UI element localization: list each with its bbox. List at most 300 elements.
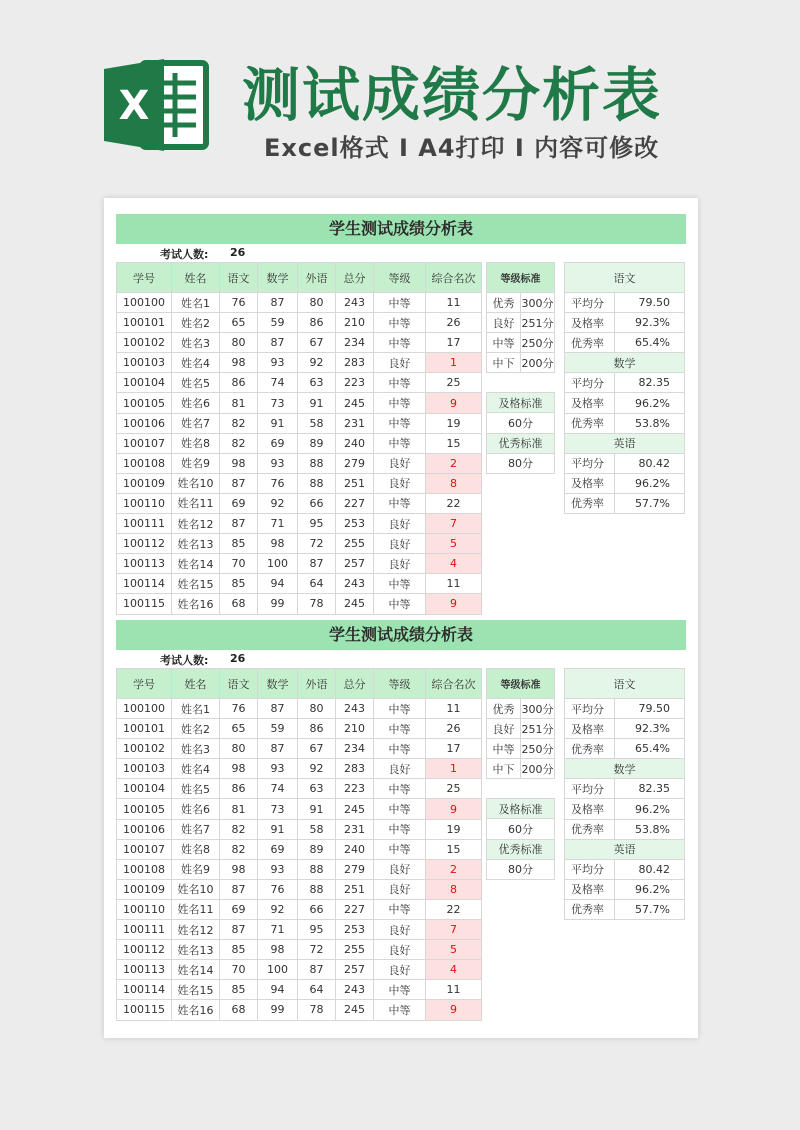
table-cell[interactable]: 姓名12	[172, 920, 220, 940]
table-cell[interactable]: 59	[258, 719, 298, 739]
stat-row	[565, 899, 685, 919]
table-cell[interactable]: 姓名1	[172, 293, 220, 313]
table-cell[interactable]: 良好	[374, 759, 426, 779]
table-cell[interactable]: 15	[426, 433, 482, 453]
stat-value[interactable]: 57.7%	[615, 493, 685, 513]
table-cell[interactable]: 中等	[374, 779, 426, 799]
stat-value[interactable]: 96.2%	[615, 799, 685, 819]
pass-standard-value[interactable]: 60分	[487, 819, 555, 839]
table-cell[interactable]: 中等	[374, 719, 426, 739]
table-cell[interactable]: 100111	[117, 514, 172, 534]
table-cell[interactable]: 73	[258, 799, 298, 819]
table-cell[interactable]: 91	[258, 413, 298, 433]
table-cell[interactable]: 良好	[374, 554, 426, 574]
table-cell[interactable]: 227	[336, 899, 374, 919]
table-cell[interactable]: 姓名4	[172, 759, 220, 779]
table-cell[interactable]: 231	[336, 413, 374, 433]
table-cell[interactable]: 良好	[374, 514, 426, 534]
column-header: 语文	[220, 263, 258, 293]
table-cell[interactable]: 100106	[117, 819, 172, 839]
table-cell[interactable]: 良好	[374, 453, 426, 473]
table-cell[interactable]: 98	[220, 859, 258, 879]
table-cell[interactable]: 95	[298, 514, 336, 534]
table-cell[interactable]: 71	[258, 514, 298, 534]
table-cell[interactable]: 245	[336, 1000, 374, 1020]
table-cell[interactable]: 68	[220, 1000, 258, 1020]
table-cell[interactable]: 姓名16	[172, 594, 220, 614]
table-cell[interactable]: 100100	[117, 699, 172, 719]
stat-row	[565, 879, 685, 899]
table-cell[interactable]: 姓名16	[172, 1000, 220, 1020]
table-cell[interactable]: 姓名10	[172, 879, 220, 899]
table-cell[interactable]: 86	[220, 373, 258, 393]
table-cell[interactable]: 93	[258, 859, 298, 879]
stat-label: 平均分	[565, 373, 615, 393]
table-cell[interactable]: 80	[298, 699, 336, 719]
table-cell[interactable]: 良好	[374, 473, 426, 493]
table-cell[interactable]: 210	[336, 313, 374, 333]
table-cell[interactable]: 中等	[374, 739, 426, 759]
table-cell[interactable]: 82	[220, 839, 258, 859]
table-cell[interactable]: 64	[298, 980, 336, 1000]
table-cell[interactable]: 姓名6	[172, 799, 220, 819]
table-cell[interactable]: 100113	[117, 960, 172, 980]
table-cell[interactable]: 98	[258, 940, 298, 960]
pass-standard-value[interactable]: 60分	[487, 413, 555, 433]
table-cell[interactable]: 100107	[117, 839, 172, 859]
table-cell[interactable]: 245	[336, 393, 374, 413]
table-cell[interactable]: 88	[298, 859, 336, 879]
table-cell[interactable]: 姓名8	[172, 839, 220, 859]
table-cell[interactable]: 91	[298, 799, 336, 819]
table-cell[interactable]: 中等	[374, 699, 426, 719]
table-cell[interactable]: 姓名9	[172, 859, 220, 879]
table-cell[interactable]: 中等	[374, 413, 426, 433]
stat-label: 平均分	[565, 779, 615, 799]
table-cell[interactable]: 94	[258, 574, 298, 594]
table-cell[interactable]: 100105	[117, 393, 172, 413]
table-cell[interactable]: 87	[258, 739, 298, 759]
table-cell[interactable]: 87	[258, 333, 298, 353]
table-cell[interactable]: 86	[298, 313, 336, 333]
table-cell[interactable]: 93	[258, 353, 298, 373]
table-cell[interactable]: 22	[426, 899, 482, 919]
table-cell[interactable]: 中等	[374, 899, 426, 919]
table-cell[interactable]: 7	[426, 514, 482, 534]
stat-value[interactable]: 96.2%	[615, 393, 685, 413]
table-cell[interactable]: 25	[426, 373, 482, 393]
table-cell[interactable]: 9	[426, 799, 482, 819]
table-cell[interactable]: 100109	[117, 879, 172, 899]
table-cell[interactable]: 姓名2	[172, 313, 220, 333]
table-cell[interactable]: 283	[336, 759, 374, 779]
grade-threshold[interactable]: 200分	[521, 353, 555, 373]
table-row	[117, 413, 482, 433]
stat-value[interactable]: 79.50	[615, 699, 685, 719]
table-cell[interactable]: 姓名14	[172, 554, 220, 574]
table-cell[interactable]: 223	[336, 779, 374, 799]
table-cell[interactable]: 279	[336, 453, 374, 473]
table-cell[interactable]: 良好	[374, 534, 426, 554]
table-cell[interactable]: 1	[426, 353, 482, 373]
stat-value[interactable]: 53.8%	[615, 413, 685, 433]
table-cell[interactable]: 223	[336, 373, 374, 393]
table-cell[interactable]: 89	[298, 433, 336, 453]
table-cell[interactable]: 66	[298, 899, 336, 919]
table-cell[interactable]: 100100	[117, 293, 172, 313]
stat-label: 平均分	[565, 453, 615, 473]
table-cell[interactable]: 70	[220, 960, 258, 980]
table-cell[interactable]: 姓名7	[172, 413, 220, 433]
table-cell[interactable]: 100102	[117, 739, 172, 759]
table-cell[interactable]: 94	[258, 980, 298, 1000]
stat-value[interactable]: 82.35	[615, 373, 685, 393]
table-cell[interactable]: 17	[426, 739, 482, 759]
table-cell[interactable]: 87	[220, 473, 258, 493]
table-cell[interactable]: 22	[426, 493, 482, 513]
table-cell[interactable]: 良好	[374, 920, 426, 940]
table-cell[interactable]: 85	[220, 574, 258, 594]
table-cell[interactable]: 26	[426, 719, 482, 739]
table-cell[interactable]: 姓名5	[172, 779, 220, 799]
table-cell[interactable]: 7	[426, 920, 482, 940]
table-cell[interactable]: 9	[426, 594, 482, 614]
table-cell[interactable]: 72	[298, 534, 336, 554]
table-cell[interactable]: 92	[258, 493, 298, 513]
table-cell[interactable]: 中等	[374, 433, 426, 453]
table-cell[interactable]: 88	[298, 473, 336, 493]
table-cell[interactable]: 1	[426, 759, 482, 779]
table-cell[interactable]: 255	[336, 940, 374, 960]
table-cell[interactable]: 姓名1	[172, 699, 220, 719]
table-cell[interactable]: 100108	[117, 453, 172, 473]
table-cell[interactable]: 87	[220, 514, 258, 534]
grade-threshold[interactable]: 300分	[521, 293, 555, 313]
table-cell[interactable]: 9	[426, 1000, 482, 1020]
excellent-standard-value[interactable]: 80分	[487, 859, 555, 879]
table-cell[interactable]: 中等	[374, 574, 426, 594]
table-cell[interactable]: 100106	[117, 413, 172, 433]
table-cell[interactable]: 17	[426, 333, 482, 353]
table-cell[interactable]: 240	[336, 433, 374, 453]
table-cell[interactable]: 245	[336, 594, 374, 614]
stat-value[interactable]: 82.35	[615, 779, 685, 799]
table-row	[117, 759, 482, 779]
grade-threshold[interactable]: 251分	[521, 313, 555, 333]
table-cell[interactable]: 19	[426, 413, 482, 433]
table-cell[interactable]: 74	[258, 779, 298, 799]
table-cell[interactable]: 100101	[117, 719, 172, 739]
table-cell[interactable]: 73	[258, 393, 298, 413]
table-cell[interactable]: 19	[426, 819, 482, 839]
table-cell[interactable]: 中等	[374, 373, 426, 393]
excel-logo-icon	[100, 55, 210, 155]
table-cell[interactable]: 100112	[117, 534, 172, 554]
table-cell[interactable]: 15	[426, 839, 482, 859]
stat-row	[565, 373, 685, 393]
table-cell[interactable]: 2	[426, 859, 482, 879]
table-cell[interactable]: 243	[336, 980, 374, 1000]
stat-value[interactable]: 96.2%	[615, 879, 685, 899]
table-cell[interactable]: 93	[258, 759, 298, 779]
table-cell[interactable]: 100104	[117, 779, 172, 799]
table-cell[interactable]: 74	[258, 373, 298, 393]
table-cell[interactable]: 243	[336, 293, 374, 313]
grade-threshold[interactable]: 251分	[521, 719, 555, 739]
table-cell[interactable]: 257	[336, 554, 374, 574]
table-cell[interactable]: 68	[220, 594, 258, 614]
table-cell[interactable]: 良好	[374, 940, 426, 960]
table-cell[interactable]: 姓名2	[172, 719, 220, 739]
table-cell[interactable]: 65	[220, 719, 258, 739]
table-cell[interactable]: 中等	[374, 393, 426, 413]
table-cell[interactable]: 69	[258, 839, 298, 859]
table-cell[interactable]: 8	[426, 879, 482, 899]
table-cell[interactable]: 72	[298, 940, 336, 960]
table-cell[interactable]: 100	[258, 960, 298, 980]
table-cell[interactable]: 253	[336, 514, 374, 534]
table-cell[interactable]: 85	[220, 940, 258, 960]
table-cell[interactable]: 87	[220, 920, 258, 940]
table-cell[interactable]: 98	[220, 453, 258, 473]
table-cell[interactable]: 4	[426, 554, 482, 574]
table-cell[interactable]: 81	[220, 393, 258, 413]
stat-value[interactable]: 80.42	[615, 453, 685, 473]
table-cell[interactable]: 253	[336, 920, 374, 940]
table-cell[interactable]: 中等	[374, 1000, 426, 1020]
table-cell[interactable]: 69	[220, 493, 258, 513]
table-cell[interactable]: 9	[426, 393, 482, 413]
table-cell[interactable]: 良好	[374, 879, 426, 899]
table-cell[interactable]: 25	[426, 779, 482, 799]
table-cell[interactable]: 98	[220, 353, 258, 373]
table-cell[interactable]: 100103	[117, 353, 172, 373]
table-cell[interactable]: 中等	[374, 293, 426, 313]
table-cell[interactable]: 87	[298, 554, 336, 574]
table-cell[interactable]: 姓名6	[172, 393, 220, 413]
table-row	[117, 333, 482, 353]
table-cell[interactable]: 86	[220, 779, 258, 799]
table-cell[interactable]: 76	[220, 699, 258, 719]
block-title: 学生测试成绩分析表	[116, 214, 686, 244]
table-cell[interactable]: 姓名15	[172, 980, 220, 1000]
table-cell[interactable]: 良好	[374, 960, 426, 980]
table-cell[interactable]: 99	[258, 1000, 298, 1020]
table-cell[interactable]: 11	[426, 574, 482, 594]
stat-value[interactable]: 92.3%	[615, 719, 685, 739]
table-cell[interactable]: 87	[258, 293, 298, 313]
table-cell[interactable]: 243	[336, 574, 374, 594]
table-cell[interactable]: 279	[336, 859, 374, 879]
table-cell[interactable]: 姓名11	[172, 493, 220, 513]
table-cell[interactable]: 257	[336, 960, 374, 980]
table-cell[interactable]: 251	[336, 473, 374, 493]
table-cell[interactable]: 87	[258, 699, 298, 719]
table-cell[interactable]: 82	[220, 433, 258, 453]
table-cell[interactable]: 91	[298, 393, 336, 413]
table-cell[interactable]: 67	[298, 333, 336, 353]
table-cell[interactable]: 良好	[374, 353, 426, 373]
stat-value[interactable]: 65.4%	[615, 739, 685, 759]
table-cell[interactable]: 100101	[117, 313, 172, 333]
stat-value[interactable]: 79.50	[615, 293, 685, 313]
table-cell[interactable]: 100109	[117, 473, 172, 493]
table-cell[interactable]: 姓名3	[172, 739, 220, 759]
table-cell[interactable]: 93	[258, 453, 298, 473]
table-cell[interactable]: 姓名7	[172, 819, 220, 839]
table-cell[interactable]: 234	[336, 333, 374, 353]
table-cell[interactable]: 234	[336, 739, 374, 759]
table-cell[interactable]: 59	[258, 313, 298, 333]
table-cell[interactable]: 76	[220, 293, 258, 313]
table-cell[interactable]: 87	[298, 960, 336, 980]
table-cell[interactable]: 245	[336, 799, 374, 819]
table-cell[interactable]: 227	[336, 493, 374, 513]
table-cell[interactable]: 100115	[117, 1000, 172, 1020]
table-cell[interactable]: 80	[220, 739, 258, 759]
table-cell[interactable]: 姓名13	[172, 534, 220, 554]
table-cell[interactable]: 11	[426, 699, 482, 719]
grade-threshold[interactable]: 250分	[521, 739, 555, 759]
table-cell[interactable]: 姓名13	[172, 940, 220, 960]
table-cell[interactable]: 11	[426, 980, 482, 1000]
table-cell[interactable]: 243	[336, 699, 374, 719]
subject-title: 语文	[565, 263, 685, 293]
table-cell[interactable]: 姓名8	[172, 433, 220, 453]
table-cell[interactable]: 100113	[117, 554, 172, 574]
table-cell[interactable]: 中等	[374, 333, 426, 353]
grade-threshold[interactable]: 200分	[521, 759, 555, 779]
table-cell[interactable]: 78	[298, 1000, 336, 1020]
table-cell[interactable]: 251	[336, 879, 374, 899]
table-cell[interactable]: 100112	[117, 940, 172, 960]
table-cell[interactable]: 67	[298, 739, 336, 759]
table-cell[interactable]: 231	[336, 819, 374, 839]
table-cell[interactable]: 姓名9	[172, 453, 220, 473]
table-cell[interactable]: 58	[298, 819, 336, 839]
table-cell[interactable]: 100104	[117, 373, 172, 393]
table-cell[interactable]: 100102	[117, 333, 172, 353]
table-cell[interactable]: 中等	[374, 799, 426, 819]
table-cell[interactable]: 65	[220, 313, 258, 333]
table-cell[interactable]: 姓名11	[172, 899, 220, 919]
table-cell[interactable]: 71	[258, 920, 298, 940]
table-cell[interactable]: 91	[258, 819, 298, 839]
table-cell[interactable]: 中等	[374, 594, 426, 614]
table-cell[interactable]: 8	[426, 473, 482, 493]
table-cell[interactable]: 76	[258, 879, 298, 899]
table-cell[interactable]: 58	[298, 413, 336, 433]
table-cell[interactable]: 69	[220, 899, 258, 919]
table-cell[interactable]: 姓名15	[172, 574, 220, 594]
table-cell[interactable]: 4	[426, 960, 482, 980]
table-cell[interactable]: 100114	[117, 980, 172, 1000]
table-cell[interactable]: 100111	[117, 920, 172, 940]
table-cell[interactable]: 92	[298, 759, 336, 779]
table-cell[interactable]: 63	[298, 373, 336, 393]
table-cell[interactable]: 80	[298, 293, 336, 313]
table-cell[interactable]: 中等	[374, 819, 426, 839]
table-cell[interactable]: 100107	[117, 433, 172, 453]
table-cell[interactable]: 63	[298, 779, 336, 799]
excellent-standard-value[interactable]: 80分	[487, 453, 555, 473]
table-cell[interactable]: 92	[298, 353, 336, 373]
table-cell[interactable]: 210	[336, 719, 374, 739]
table-cell[interactable]: 100115	[117, 594, 172, 614]
table-cell[interactable]: 80	[220, 333, 258, 353]
table-cell[interactable]: 姓名5	[172, 373, 220, 393]
stat-value[interactable]: 57.7%	[615, 899, 685, 919]
table-cell[interactable]: 255	[336, 534, 374, 554]
table-cell[interactable]: 11	[426, 293, 482, 313]
table-cell[interactable]: 78	[298, 594, 336, 614]
table-cell[interactable]: 姓名3	[172, 333, 220, 353]
table-cell[interactable]: 66	[298, 493, 336, 513]
table-cell[interactable]: 100103	[117, 759, 172, 779]
table-cell[interactable]: 64	[298, 574, 336, 594]
stat-value[interactable]: 92.3%	[615, 313, 685, 333]
table-cell[interactable]: 86	[298, 719, 336, 739]
stat-value[interactable]: 80.42	[615, 859, 685, 879]
table-cell[interactable]: 100110	[117, 493, 172, 513]
table-cell[interactable]: 89	[298, 839, 336, 859]
table-cell[interactable]: 良好	[374, 859, 426, 879]
stat-value[interactable]: 65.4%	[615, 333, 685, 353]
table-cell[interactable]: 70	[220, 554, 258, 574]
table-cell[interactable]: 100110	[117, 899, 172, 919]
table-cell[interactable]: 100114	[117, 574, 172, 594]
table-cell[interactable]: 2	[426, 453, 482, 473]
table-cell[interactable]: 85	[220, 980, 258, 1000]
table-cell[interactable]: 26	[426, 313, 482, 333]
table-cell[interactable]: 283	[336, 353, 374, 373]
table-cell[interactable]: 姓名14	[172, 960, 220, 980]
table-cell[interactable]: 100108	[117, 859, 172, 879]
table-cell[interactable]: 82	[220, 819, 258, 839]
table-cell[interactable]: 姓名10	[172, 473, 220, 493]
table-cell[interactable]: 240	[336, 839, 374, 859]
table-cell[interactable]: 81	[220, 799, 258, 819]
grade-threshold[interactable]: 250分	[521, 333, 555, 353]
table-cell[interactable]: 87	[220, 879, 258, 899]
table-cell[interactable]: 中等	[374, 493, 426, 513]
table-cell[interactable]: 98	[220, 759, 258, 779]
stat-value[interactable]: 53.8%	[615, 819, 685, 839]
table-cell[interactable]: 88	[298, 453, 336, 473]
stat-label: 优秀率	[565, 819, 615, 839]
table-cell[interactable]: 99	[258, 594, 298, 614]
table-cell[interactable]: 中等	[374, 839, 426, 859]
table-cell[interactable]: 100	[258, 554, 298, 574]
table-cell[interactable]: 姓名4	[172, 353, 220, 373]
table-cell[interactable]: 5	[426, 940, 482, 960]
table-cell[interactable]: 姓名12	[172, 514, 220, 534]
grade-threshold[interactable]: 300分	[521, 699, 555, 719]
table-cell[interactable]: 92	[258, 899, 298, 919]
table-cell[interactable]: 95	[298, 920, 336, 940]
table-cell[interactable]: 100105	[117, 799, 172, 819]
table-cell[interactable]: 88	[298, 879, 336, 899]
table-cell[interactable]: 85	[220, 534, 258, 554]
stat-value[interactable]: 96.2%	[615, 473, 685, 493]
table-cell[interactable]: 98	[258, 534, 298, 554]
table-cell[interactable]: 中等	[374, 313, 426, 333]
table-cell[interactable]: 5	[426, 534, 482, 554]
table-cell[interactable]: 69	[258, 433, 298, 453]
table-cell[interactable]: 76	[258, 473, 298, 493]
table-cell[interactable]: 82	[220, 413, 258, 433]
table-cell[interactable]: 中等	[374, 980, 426, 1000]
